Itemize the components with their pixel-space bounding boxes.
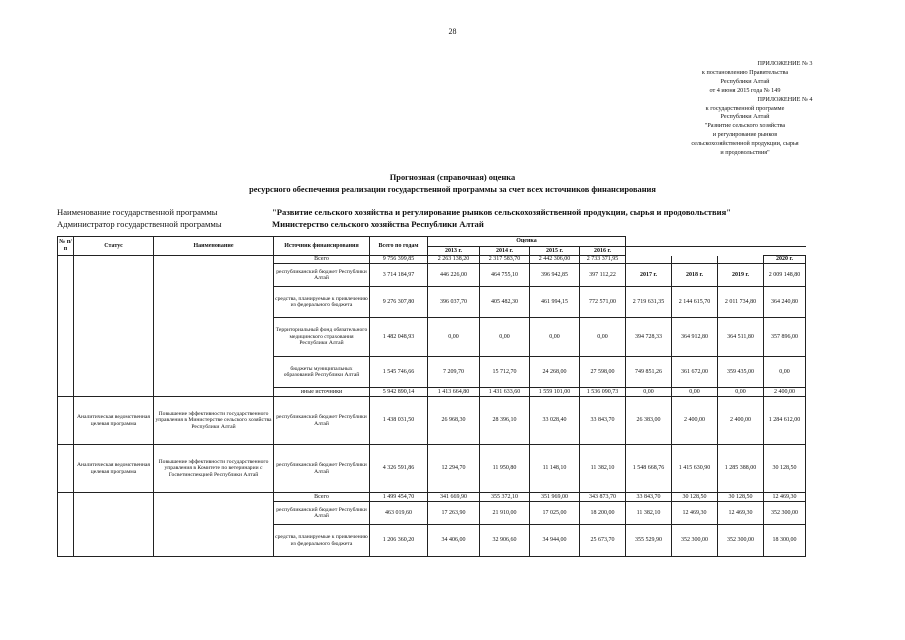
estimate-header: Оценка xyxy=(428,237,626,247)
source-cell: республиканский бюджет Республики Алтай xyxy=(274,502,370,525)
value-cell: 12 469,30 xyxy=(764,493,806,502)
value-cell: 463 019,60 xyxy=(370,502,428,525)
value-cell: 2 400,00 xyxy=(764,388,806,397)
value-cell: 397 112,22 xyxy=(580,264,626,287)
value-cell: 7 209,70 xyxy=(428,357,480,388)
source-cell: бюджеты муниципальных образований Республики Алтай xyxy=(274,357,370,388)
value-cell: 2 400,00 xyxy=(672,397,718,445)
administrator-value: Министерство сельского хозяйства Республики Алтай xyxy=(272,219,484,229)
document-title xyxy=(0,172,905,196)
value-cell: 446 226,00 xyxy=(428,264,480,287)
value-cell: 355 529,90 xyxy=(626,525,672,557)
value-cell: 396 037,70 xyxy=(428,287,480,318)
value-cell: 2 263 138,20 xyxy=(428,256,480,264)
appendix-line: Республики Алтай xyxy=(720,113,770,121)
appendix-line: к постановлению Правительства xyxy=(701,68,789,76)
name-cell: Повышение эффективности государственного управления в Комитете по ветеринарии с Госветинспекцией Республики Алтай xyxy=(154,445,274,493)
source-cell: Всего xyxy=(274,256,370,264)
appendix-line: Республики Алтай xyxy=(720,77,770,85)
value-cell: 30 128,50 xyxy=(764,445,806,493)
value-cell: 18 300,00 xyxy=(764,525,806,557)
value-cell: 359 435,00 xyxy=(718,357,764,388)
value-cell: 343 873,70 xyxy=(580,493,626,502)
title-line-1: Прогнозная (справочная) оценка xyxy=(389,173,516,182)
value-cell: 0,00 xyxy=(480,318,530,357)
value-cell: 12 294,70 xyxy=(428,445,480,493)
appendix-line: и продовольствия" xyxy=(720,149,770,157)
value-cell: 0,00 xyxy=(428,318,480,357)
value-cell: 1 284 612,00 xyxy=(764,397,806,445)
value-cell: 1 536 090,73 xyxy=(580,388,626,397)
value-cell: 2 011 734,80 xyxy=(718,287,764,318)
source-cell: Территориальный фонд обязательного медицинского страхования Республики Алтай xyxy=(274,318,370,357)
status-cell: Аналитическая ведомственная целевая программа xyxy=(74,397,154,445)
value-cell: 34 944,00 xyxy=(530,525,580,557)
value-cell: 357 896,00 xyxy=(764,318,806,357)
value-cell: 352 300,00 xyxy=(718,525,764,557)
value-cell: 394 728,33 xyxy=(626,318,672,357)
value-cell: 32 906,60 xyxy=(480,525,530,557)
value-cell: 34 406,00 xyxy=(428,525,480,557)
name-cell: Повышение эффективности государственного управления в Министерстве сельского хозяйства Республики Алтай xyxy=(154,397,274,445)
value-cell: 364 240,80 xyxy=(764,287,806,318)
value-cell: 1 415 630,90 xyxy=(672,445,718,493)
title-line-2: ресурсного обеспечения реализации государственной программы за счет всех источников финансирования xyxy=(249,185,656,194)
value-cell: 1 482 048,93 xyxy=(370,318,428,357)
value-cell: 11 382,10 xyxy=(626,502,672,525)
program-name-label: Наименование государственной программы xyxy=(57,207,218,217)
value-cell: 3 714 184,97 xyxy=(370,264,428,287)
source-cell: республиканский бюджет Республики Алтай xyxy=(274,397,370,445)
table-row xyxy=(58,256,806,264)
value-cell: 2 144 615,70 xyxy=(672,287,718,318)
col-num-header: № п/п xyxy=(58,237,74,256)
value-cell: 0,00 xyxy=(672,388,718,397)
value-cell: 364 912,80 xyxy=(672,318,718,357)
source-cell: Всего xyxy=(274,493,370,502)
source-cell: средства, планируемые к привлечению из федерального бюджета xyxy=(274,525,370,557)
appendix-line: сельскохозяйственной продукции, сырья xyxy=(691,140,799,148)
value-cell: 18 200,00 xyxy=(580,502,626,525)
value-cell: 352 300,00 xyxy=(672,525,718,557)
value-cell: 355 372,10 xyxy=(480,493,530,502)
appendix-line: ПРИЛОЖЕНИЕ № 3 xyxy=(757,60,813,67)
value-cell: 1 545 746,66 xyxy=(370,357,428,388)
year-2020-header: 2020 г. xyxy=(764,256,806,264)
value-cell: 405 482,30 xyxy=(480,287,530,318)
appendix-line: ПРИЛОЖЕНИЕ № 4 xyxy=(757,95,813,103)
value-cell: 396 942,85 xyxy=(530,264,580,287)
funding-table xyxy=(57,236,806,557)
appendix-line: и регулирование рынков xyxy=(712,131,778,139)
value-cell: 0,00 xyxy=(626,388,672,397)
table-row xyxy=(58,493,806,502)
year-2017-header: 2017 г. xyxy=(626,264,672,287)
value-cell: 26 968,30 xyxy=(428,397,480,445)
value-cell: 12 469,30 xyxy=(718,502,764,525)
program-info xyxy=(57,206,731,230)
value-cell: 0,00 xyxy=(718,388,764,397)
appendix-line: к государственной программе xyxy=(705,104,785,112)
value-cell: 364 511,80 xyxy=(718,318,764,357)
value-cell: 1 438 031,50 xyxy=(370,397,428,445)
value-cell: 25 673,70 xyxy=(580,525,626,557)
value-cell: 352 300,00 xyxy=(764,502,806,525)
administrator-label: Администратор государственной программы xyxy=(57,219,222,229)
value-cell: 26 383,00 xyxy=(626,397,672,445)
value-cell: 15 712,70 xyxy=(480,357,530,388)
value-cell: 772 571,00 xyxy=(580,287,626,318)
col-total-header: Всего по годам xyxy=(370,237,428,256)
value-cell: 17 263,90 xyxy=(428,502,480,525)
header-row-1 xyxy=(58,237,806,247)
value-cell: 1 499 454,70 xyxy=(370,493,428,502)
value-cell: 1 413 664,80 xyxy=(428,388,480,397)
appendix-line: от 4 июня 2015 года № 149 xyxy=(709,86,781,94)
value-cell: 464 755,10 xyxy=(480,264,530,287)
program-name-value: "Развитие сельского хозяйства и регулирование рынков сельскохозяйственной продукции, сырья и продовольствия" xyxy=(272,207,731,217)
value-cell: 9 756 399,85 xyxy=(370,256,428,264)
value-cell: 2 733 371,95 xyxy=(580,256,626,264)
value-cell: 461 994,15 xyxy=(530,287,580,318)
value-cell: 33 843,70 xyxy=(626,493,672,502)
value-cell: 24 268,00 xyxy=(530,357,580,388)
year-2013-header: 2013 г. xyxy=(428,247,480,256)
year-2019-header: 2019 г. xyxy=(718,264,764,287)
value-cell: 2 400,00 xyxy=(718,397,764,445)
value-cell: 2 317 583,70 xyxy=(480,256,530,264)
value-cell: 1 285 388,00 xyxy=(718,445,764,493)
source-cell: республиканский бюджет Республики Алтай xyxy=(274,445,370,493)
value-cell: 749 851,26 xyxy=(626,357,672,388)
value-cell: 341 669,90 xyxy=(428,493,480,502)
value-cell: 1 206 360,20 xyxy=(370,525,428,557)
value-cell: 2 009 148,80 xyxy=(764,264,806,287)
value-cell: 27 598,00 xyxy=(580,357,626,388)
value-cell: 30 128,50 xyxy=(672,493,718,502)
value-cell: 11 148,10 xyxy=(530,445,580,493)
value-cell: 17 025,00 xyxy=(530,502,580,525)
col-name-header: Наименование xyxy=(154,237,274,256)
value-cell: 30 128,50 xyxy=(718,493,764,502)
value-cell: 1 431 633,60 xyxy=(480,388,530,397)
value-cell: 28 396,10 xyxy=(480,397,530,445)
year-2018-header: 2018 г. xyxy=(672,264,718,287)
appendix-line: "Развитие сельского хозяйства xyxy=(704,122,786,130)
value-cell: 21 910,00 xyxy=(480,502,530,525)
value-cell: 0,00 xyxy=(764,357,806,388)
year-2014-header: 2014 г. xyxy=(480,247,530,256)
value-cell: 9 276 307,80 xyxy=(370,287,428,318)
value-cell: 0,00 xyxy=(530,318,580,357)
value-cell: 33 843,70 xyxy=(580,397,626,445)
source-cell: средства, планируемые к привлечению из федерального бюджета xyxy=(274,287,370,318)
table-row xyxy=(58,397,806,445)
source-cell: иные источники xyxy=(274,388,370,397)
value-cell: 351 969,00 xyxy=(530,493,580,502)
col-status-header: Статус xyxy=(74,237,154,256)
year-2016-header: 2016 г. xyxy=(580,247,626,256)
status-cell: Аналитическая ведомственная целевая программа xyxy=(74,445,154,493)
appendix-note xyxy=(655,60,835,158)
value-cell: 2 442 306,00 xyxy=(530,256,580,264)
value-cell: 361 672,00 xyxy=(672,357,718,388)
value-cell: 12 469,30 xyxy=(672,502,718,525)
value-cell: 11 382,10 xyxy=(580,445,626,493)
value-cell: 5 942 890,14 xyxy=(370,388,428,397)
value-cell: 0,00 xyxy=(580,318,626,357)
year-2015-header: 2015 г. xyxy=(530,247,580,256)
value-cell: 1 548 668,76 xyxy=(626,445,672,493)
value-cell: 1 559 101,00 xyxy=(530,388,580,397)
value-cell: 33 028,40 xyxy=(530,397,580,445)
source-cell: республиканский бюджет Республики Алтай xyxy=(274,264,370,287)
page-number: 28 xyxy=(448,27,457,36)
value-cell: 2 719 631,35 xyxy=(626,287,672,318)
value-cell: 4 326 591,86 xyxy=(370,445,428,493)
col-source-header: Источник финансирования xyxy=(274,237,370,256)
table-row xyxy=(58,445,806,493)
value-cell: 11 950,80 xyxy=(480,445,530,493)
